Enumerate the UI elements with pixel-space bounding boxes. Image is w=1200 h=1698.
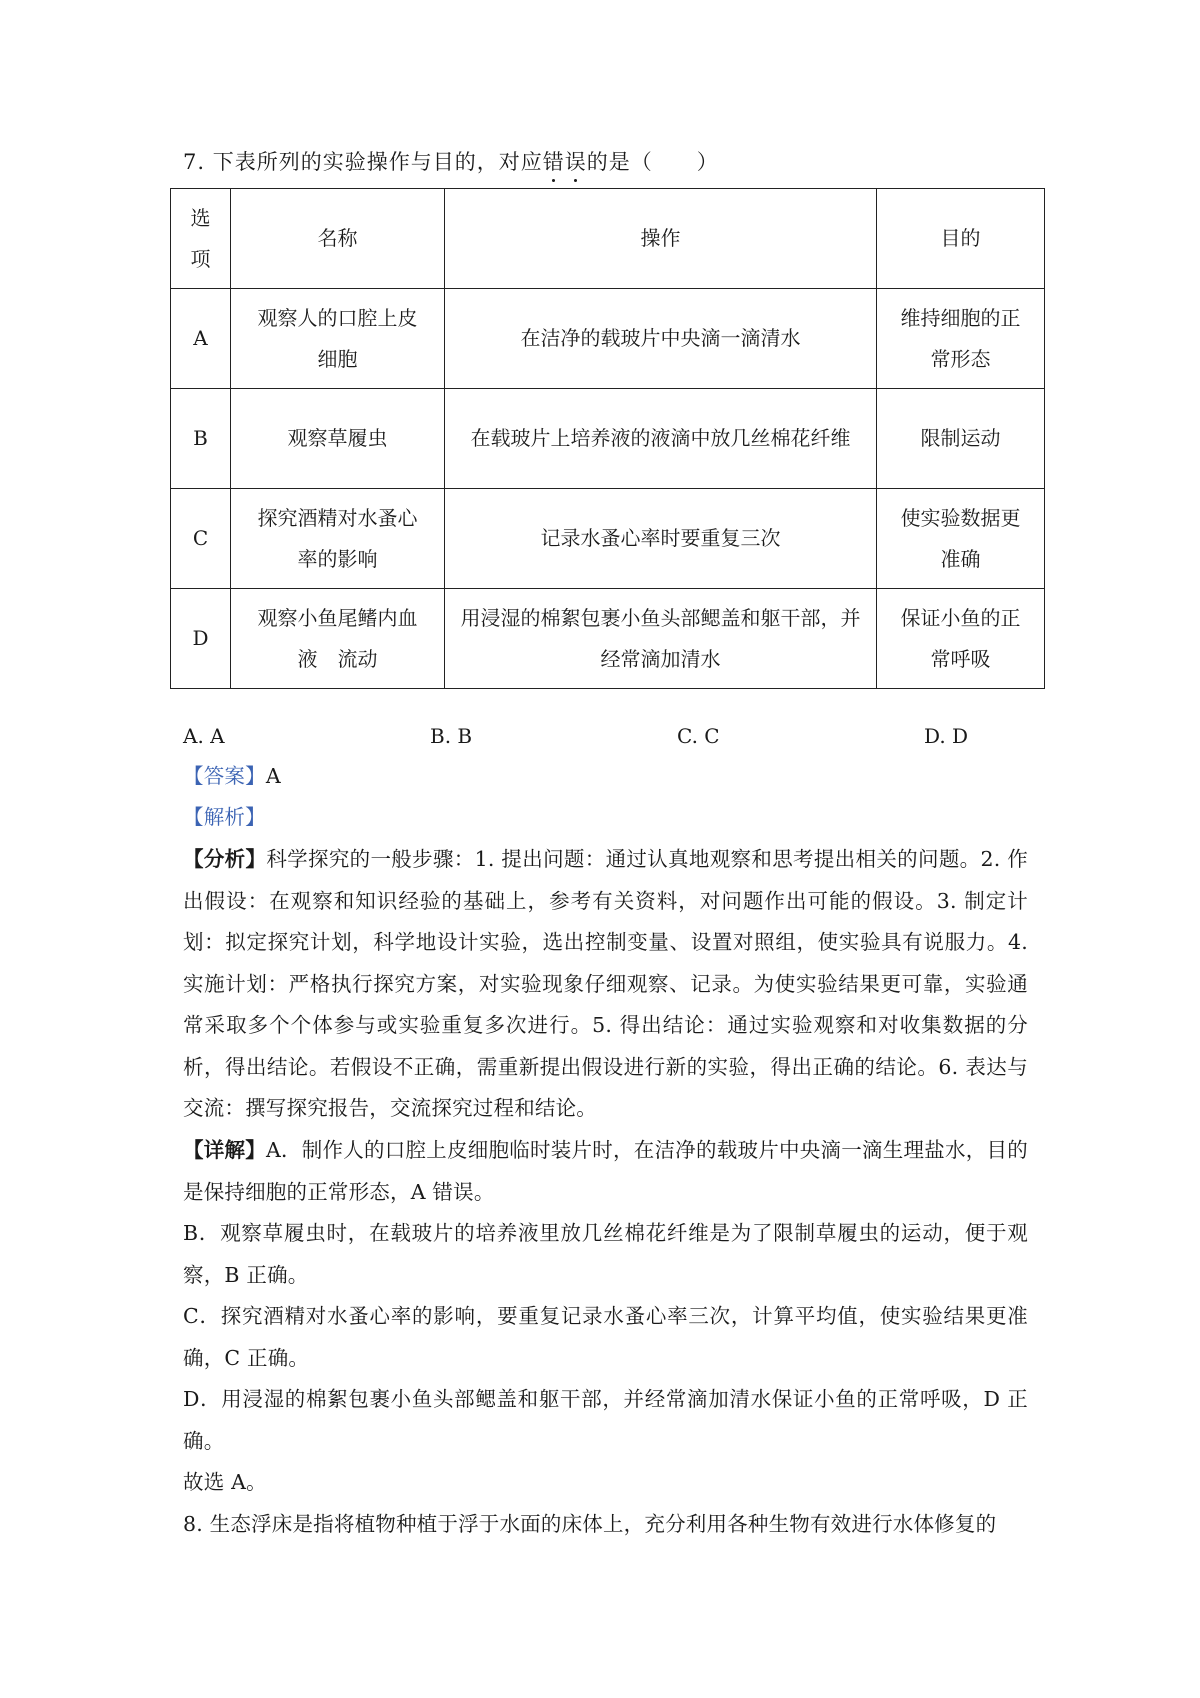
fenxi-paragraph xyxy=(183,839,1028,1130)
row-name: 观察小鱼尾鳍内血液 流动 xyxy=(231,589,445,689)
xiangjie-paragraph-d: D．用浸湿的棉絮包裹小鱼头部鳃盖和躯干部，并经常滴加清水保证小鱼的正常呼吸，D 正确。 xyxy=(183,1387,1028,1453)
table-header-name: 名称 xyxy=(231,189,445,289)
row-option: C xyxy=(171,489,231,589)
question-8-title: 8. 生态浮床是指将植物种植于浮于水面的床体上，充分利用各种生物有效进行水体修复的 xyxy=(183,1512,997,1536)
emphasis-mark-char: 错 xyxy=(542,150,565,174)
fenxi-text: 科学探究的一般步骤：1. 提出问题：通过认真地观察和思考提出相关的问题。2. 作出假设：在观察和知识经验的基础上，参考有关资料，对问题作出可能的假设。3. 制定计划：拟定探究计划，科学地设计实验，选出控制变量、设置对照组，使实验具有说服力。4. 实施计划：严格执行探究方案，对实验现象仔细观察、记录。为使实验结果更可靠，实验通常采取多个个体参与或实验重复多次进行。5. 得出结论：通过实验观察和对收集数据的分析，得出结论。若假设不正确，需重新提出假设进行新的实验，得出正确的结论。6. 表达与交流：撰写探究报告，交流探究过程和结论。 xyxy=(183,847,1028,1120)
row-purpose: 维持细胞的正常形态 xyxy=(877,289,1045,389)
xiangjie-paragraph-b: B．观察草履虫时，在载玻片的培养液里放几丝棉花纤维是为了限制草履虫的运动，便于观察，B 正确。 xyxy=(183,1221,1028,1287)
fenxi-label: 【分析】 xyxy=(183,847,267,871)
table-row xyxy=(171,289,1045,389)
table-row xyxy=(171,389,1045,489)
row-name: 观察人的口腔上皮细胞 xyxy=(231,289,445,389)
row-name: 探究酒精对水蚤心率的影响 xyxy=(231,489,445,589)
row-purpose: 限制运动 xyxy=(877,389,1045,489)
emphasis-mark-char: 误 xyxy=(564,150,587,174)
experiment-table xyxy=(170,188,1045,689)
row-option: B xyxy=(171,389,231,489)
row-operation: 在洁净的载玻片中央滴一滴清水 xyxy=(445,289,877,389)
choice-a: A. A xyxy=(183,724,225,748)
row-purpose: 使实验数据更准确 xyxy=(877,489,1045,589)
table-row xyxy=(171,489,1045,589)
conclusion-line: 故选 A。 xyxy=(183,1470,267,1494)
table-header-row xyxy=(171,189,1045,289)
analysis-heading xyxy=(183,797,1028,839)
table-header-option: 选项 xyxy=(171,189,231,289)
choice-d: D. D xyxy=(924,724,969,748)
row-operation: 在载玻片上培养液的液滴中放几丝棉花纤维 xyxy=(445,389,877,489)
answer-value: A xyxy=(265,764,281,788)
table-header-operation: 操作 xyxy=(445,189,877,289)
row-option: A xyxy=(171,289,231,389)
table-row xyxy=(171,589,1045,689)
xiangjie-label: 【详解】 xyxy=(183,1138,266,1162)
row-operation: 用浸湿的棉絮包裹小鱼头部鳃盖和躯干部，并经常滴加清水 xyxy=(445,589,877,689)
answer-line xyxy=(183,756,1028,798)
xiangjie-paragraph-c: C．探究酒精对水蚤心率的影响，要重复记录水蚤心率三次，计算平均值，使实验结果更准确，C 正确。 xyxy=(183,1304,1028,1370)
question-7-title: 7. 下表所列的实验操作与目的，对应错误的是（ ） xyxy=(183,150,719,174)
row-name: 观察草履虫 xyxy=(231,389,445,489)
row-purpose: 保证小鱼的正常呼吸 xyxy=(877,589,1045,689)
row-option: D xyxy=(171,589,231,689)
xiangjie-paragraph-a xyxy=(183,1130,1028,1213)
analysis-label: 【解析】 xyxy=(183,805,266,829)
choice-b: B. B xyxy=(430,724,473,748)
answer-label: 【答案】 xyxy=(183,764,266,788)
table-header-purpose: 目的 xyxy=(877,189,1045,289)
xiangjie-a-text: A．制作人的口腔上皮细胞临时装片时，在洁净的载玻片中央滴一滴生理盐水，目的是保持细胞的正常形态，A 错误。 xyxy=(183,1138,1028,1204)
row-operation: 记录水蚤心率时要重复三次 xyxy=(445,489,877,589)
choice-c: C. C xyxy=(677,724,720,748)
